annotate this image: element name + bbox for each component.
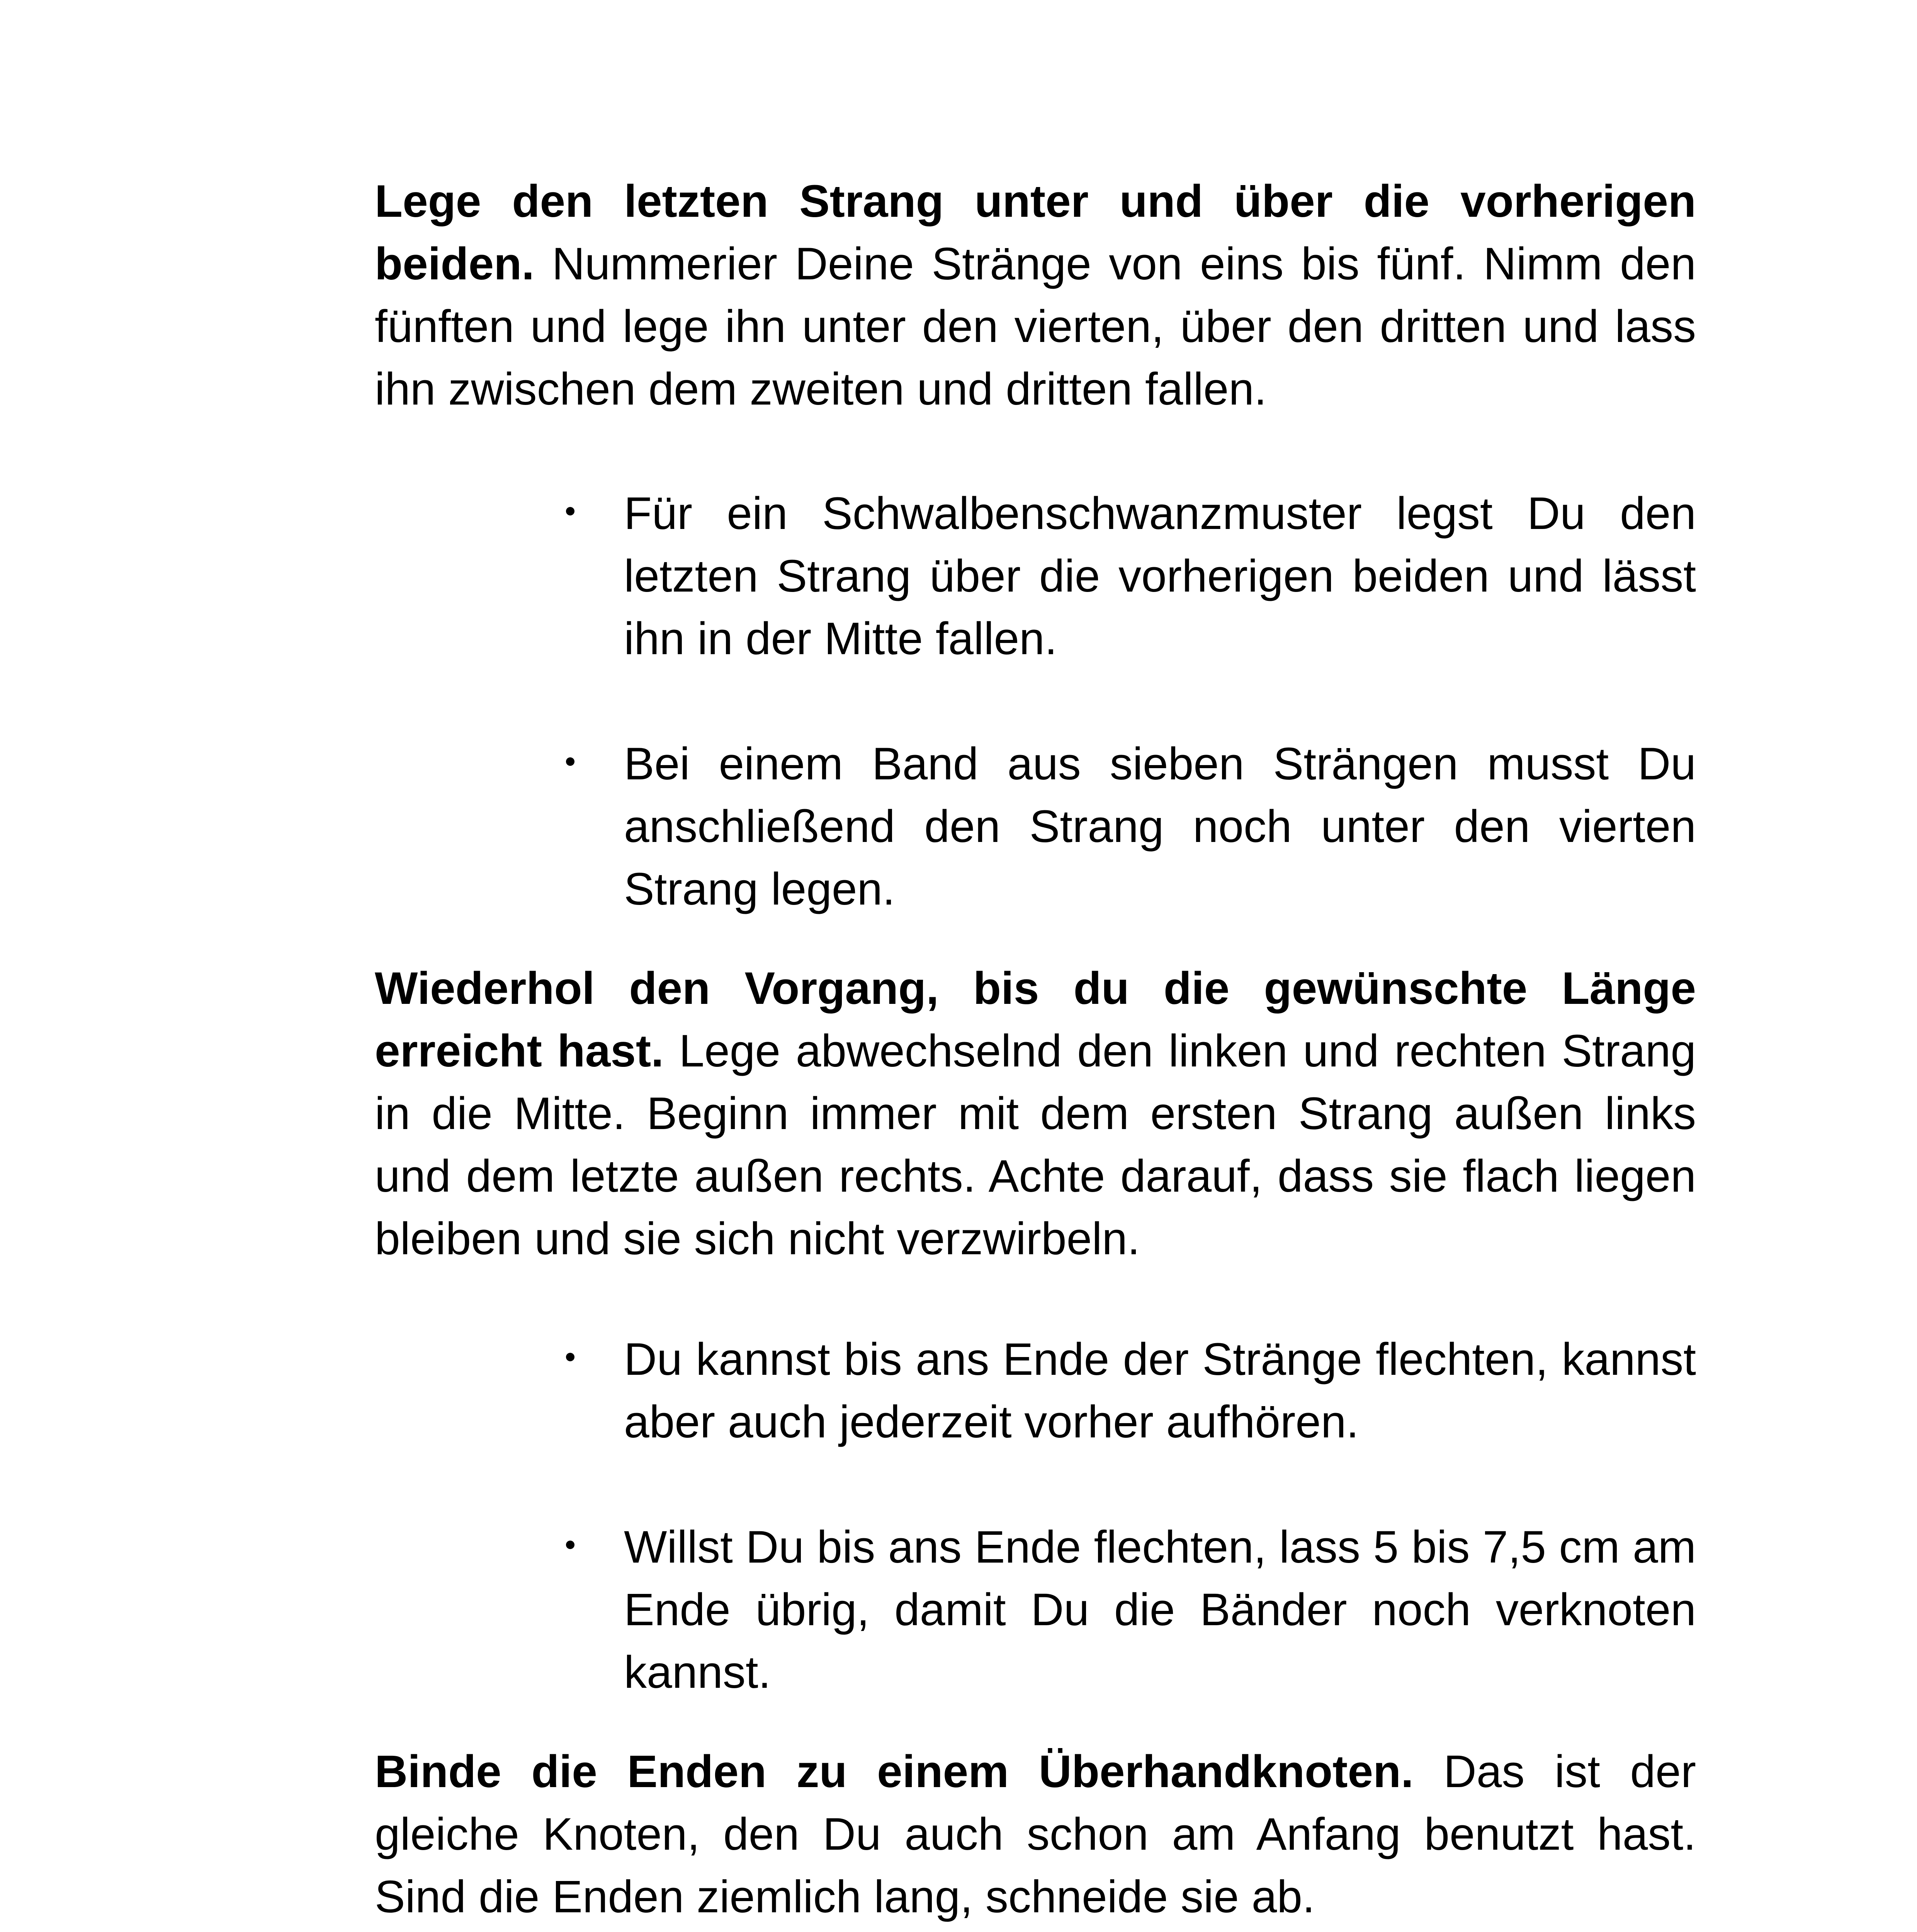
paragraph-body: Das ist der gleiche Knoten, den Du auch schon am Anfang benutzt hast. Sind die Enden ziemlich lang, schneide sie ab. [375, 1746, 1696, 1922]
paragraph-body: Nummerier Deine Stränge von eins bis fünf. Nimm den fünften und lege ihn unter den vierten, über den dritten und lass ihn zwischen dem zweiten und dritten fallen. [375, 238, 1696, 415]
list-item [624, 482, 1696, 670]
list-item [624, 1328, 1696, 1453]
paragraph-step-repeat [375, 957, 1696, 1270]
list-item-text: Du kannst bis ans Ende der Stränge flechten, kannst aber auch jederzeit vorher aufhören. [624, 1334, 1696, 1447]
paragraph-step-last-strand [375, 170, 1696, 420]
bullet-icon [566, 757, 574, 766]
paragraph-lead: Wiederhol den Vorgang, bis du die gewünschte Länge erreicht hast. [375, 963, 1696, 1077]
list-item-text: Für ein Schwalbenschwanzmuster legst Du den letzten Strang über die vorherigen beiden und lässt ihn in der Mitte fallen. [624, 488, 1696, 664]
bullet-list [375, 482, 1696, 920]
paragraph-lead: Binde die Enden zu einem Überhandknoten. [375, 1746, 1414, 1797]
list-item [624, 1516, 1696, 1704]
bullet-icon [566, 507, 574, 515]
paragraph-lead: Lege den letzten Strang unter und über die vorherigen beiden. [375, 176, 1696, 289]
bullet-list [375, 1328, 1696, 1704]
list-item [624, 733, 1696, 920]
bullet-icon [566, 1353, 574, 1361]
paragraph-step-knot [375, 1740, 1696, 1928]
bullet-icon [566, 1541, 574, 1549]
list-item-text: Bei einem Band aus sieben Strängen musst Du anschließend den Strang noch unter den vierten Strang legen. [624, 738, 1696, 915]
list-item-text: Willst Du bis ans Ende flechten, lass 5 bis 7,5 cm am Ende übrig, damit Du die Bänder noch verknoten kannst. [624, 1522, 1696, 1698]
paragraph-body: Lege abwechselnd den linken und rechten Strang in die Mitte. Beginn immer mit dem ersten Strang außen links und dem letzte außen rechts. Achte darauf, dass sie flach liegen bleiben und sie sich nicht verzwirbeln. [375, 1026, 1696, 1264]
page-content [375, 170, 1696, 1932]
